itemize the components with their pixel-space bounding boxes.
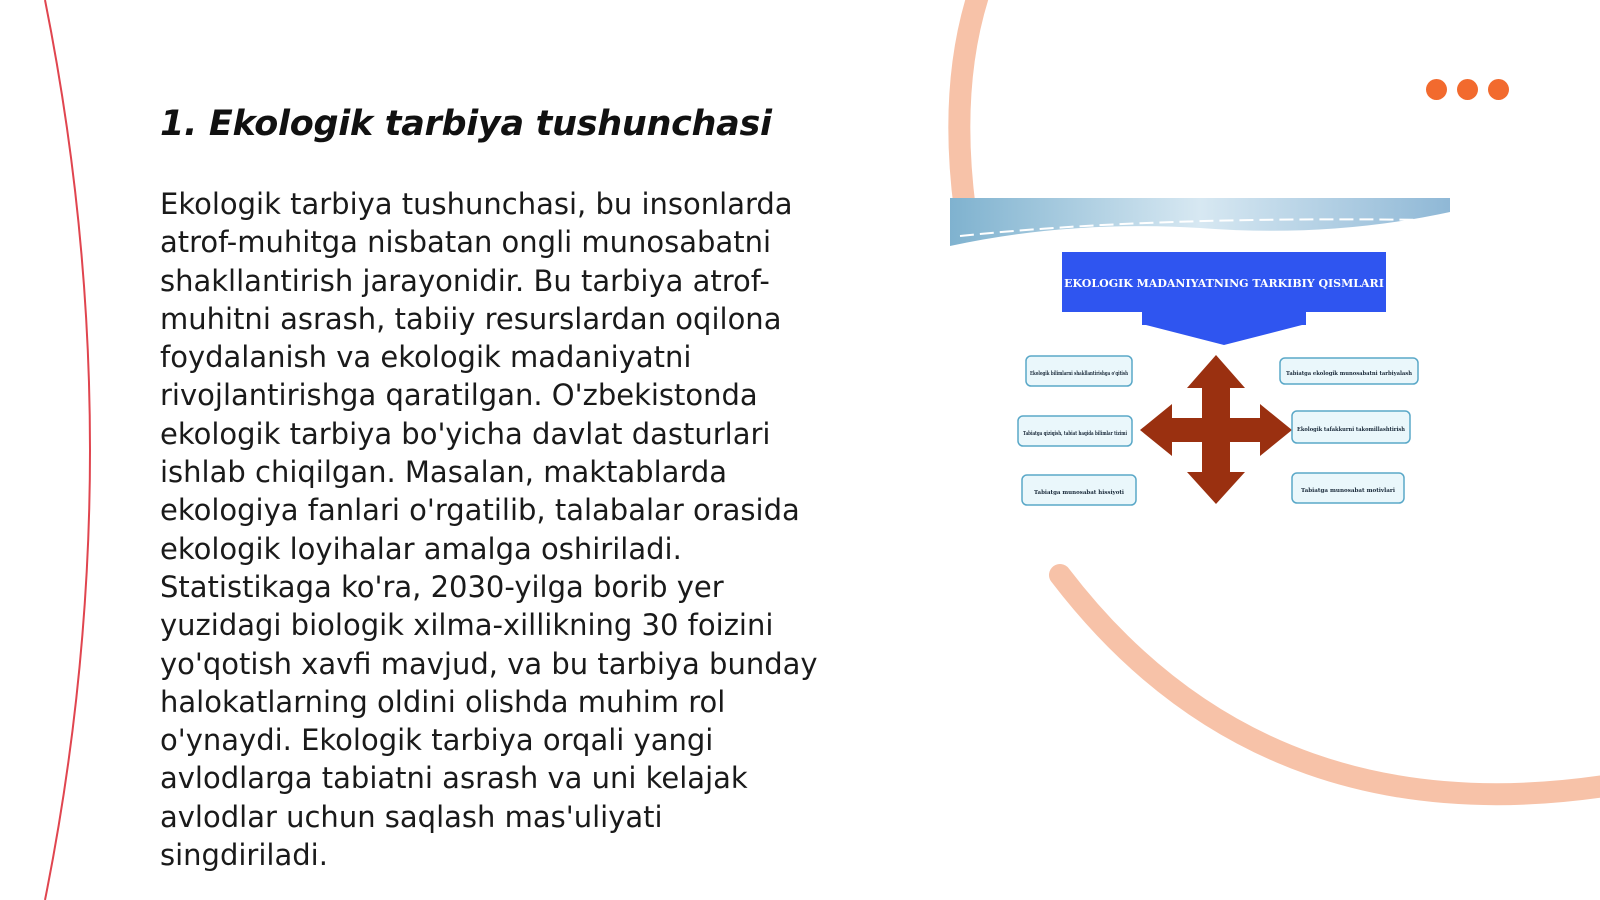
slide-title: 1. Ekologik tarbiya tushunchasi	[160, 104, 772, 144]
diagram-left-box-1	[1026, 356, 1132, 386]
diagram-right-box-3	[1292, 473, 1404, 503]
diagram-left-box-2-text: Tabiatga qiziqish, tabiat haqida bilimlar tizimi	[1023, 431, 1128, 437]
left-curve-decoration	[0, 0, 120, 900]
left-curve-line	[45, 0, 90, 900]
diagram-right-box-1	[1280, 358, 1418, 384]
diagram-right-box-3-text: Tabiatga munosabat motivlari	[1301, 488, 1396, 494]
dot-3	[1488, 79, 1509, 100]
diagram-right-box-2	[1292, 411, 1410, 443]
ring-arc-bottom	[1060, 575, 1600, 794]
ring-arc-top	[959, 0, 1025, 210]
diagram-left-box-3	[1022, 475, 1136, 505]
diagram-left-box-3-text: Tabiatga munosabat hissiyoti	[1034, 490, 1125, 496]
dot-2	[1457, 79, 1478, 100]
diagram-header-text: EKOLOGIK MADANIYATNING TARKIBIY QISMLARI	[1064, 277, 1384, 290]
diagram-left-box-2	[1018, 416, 1132, 446]
diagram-svg	[950, 198, 1450, 533]
diagram-down-arrow	[1142, 312, 1306, 345]
diagram-left-box-1-text: Ekologik bilimlarni shakllantirishga o'qitish	[1030, 371, 1129, 377]
three-dots-icon	[1426, 79, 1509, 100]
diagram-image	[950, 198, 1450, 533]
diagram-right-box-1-text: Tabiatga ekologik munosabatni tarbiyalash	[1286, 371, 1413, 377]
dot-1	[1426, 79, 1447, 100]
diagram-right-box-2-text: Ekologik tafakkurni takomillashtirish	[1297, 427, 1406, 433]
four-way-arrow-icon	[1140, 355, 1292, 504]
slide-body-text: Ekologik tarbiya tushunchasi, bu insonlarda atrof-muhitga nisbatan ongli munosabatni shakllantirish jarayonidir. Bu tarbiya atrof-muhitni asrash, tabiiy resurslardan oqilona foydalanish va ekologik madaniyatni rivojlantirishga qaratilgan. O'zbekistonda ekologik tarbiya bo'yicha davlat dasturlari ishlab chiqilgan. Masalan, maktablarda ekologiya fanlari o'rgatilib, talabalar orasida ekologik loyihalar amalga oshiriladi. Statistikaga ko'ra, 2030-yilga borib yer yuzidagi biologik xilma-xillikning 30 foizini yo'qotish xavfi mavjud, va bu tarbiya bunday halokatlarning oldini olishda muhim rol o'ynaydi. Ekologik tarbiya orqali yangi avlodlarga tabiatni asrash va uni kelajak avlodlar uchun saqlash mas'uliyati singdiriladi.	[160, 187, 818, 873]
